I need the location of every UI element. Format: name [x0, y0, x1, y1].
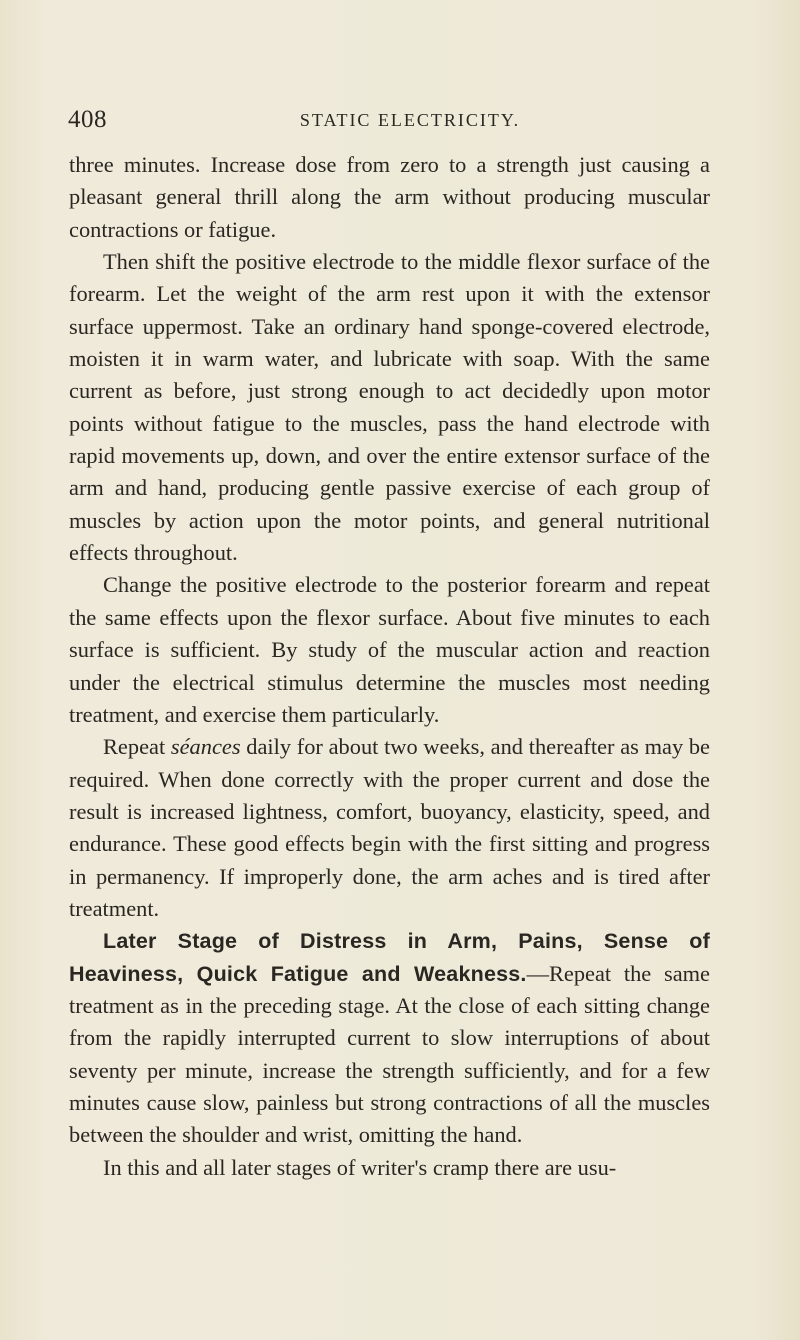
- paragraph-2: Then shift the positive electrode to the middle flexor surface of the forearm. Let the weight of the arm rest upon it with the extensor surface uppermost. Take an ordinary hand sponge-covered electrode, moisten it in warm water, and lubricate with soap. With the same current as before, just strong enough to act decidedly upon motor points without fatigue to the muscles, pass the hand electrode with rapid movements up, down, and over the entire extensor surface of the arm and hand, producing gentle passive exercise of each group of muscles by action upon the motor points, and general nutritional effects throughout.: [69, 249, 710, 566]
- paragraph-4: [69, 731, 710, 925]
- page-number: 408: [68, 106, 107, 133]
- paragraph-3: Change the positive electrode to the posterior forearm and repeat the same effects upon the flexor surface. About five minutes to each surface is sufficient. By study of the muscular action and reaction under the electrical stimulus determine the muscles most needing treatment, and exercise them particularly.: [69, 572, 710, 727]
- paragraph-5-rest: —Repeat the same treatment as in the preceding stage. At the close of each sitting change from the rapidly interrupted current to slow interruptions of about seventy per minute, increase the strength sufficiently, and for a few minutes cause slow, painless but strong contractions of all the muscles between the shoulder and wrist, omitting the hand.: [69, 960, 710, 1148]
- italic-term: séances: [170, 734, 241, 760]
- paragraph-1: three minutes. Increase dose from zero to a strength just causing a pleasant general thrill along the arm without producing muscular contractions or fatigue.: [69, 152, 710, 242]
- section-run-in-heading: Later Stage of Distress in Arm, Pains, Sense of Heaviness, Quick Fatigue and Weakness.: [69, 929, 710, 986]
- running-head: STATIC ELECTRICITY.: [299, 110, 521, 130]
- paragraph-6: In this and all later stages of writer's cramp there are usu-: [103, 1154, 617, 1180]
- paragraph-4-rest: daily for about two weeks, and thereafter as may be required. When done correctly with the proper current and dose the result is increased lightness, comfort, buoyancy, elasticity, speed, and endurance. These good effects begin with the first sitting and progress in permanency. If improperly done, the arm aches and is tired after treatment.: [69, 734, 710, 921]
- paragraph-5: [69, 925, 710, 1151]
- page-header: [68, 106, 708, 138]
- paragraph-4-start: Repeat: [103, 734, 166, 760]
- body-text: [69, 149, 710, 1184]
